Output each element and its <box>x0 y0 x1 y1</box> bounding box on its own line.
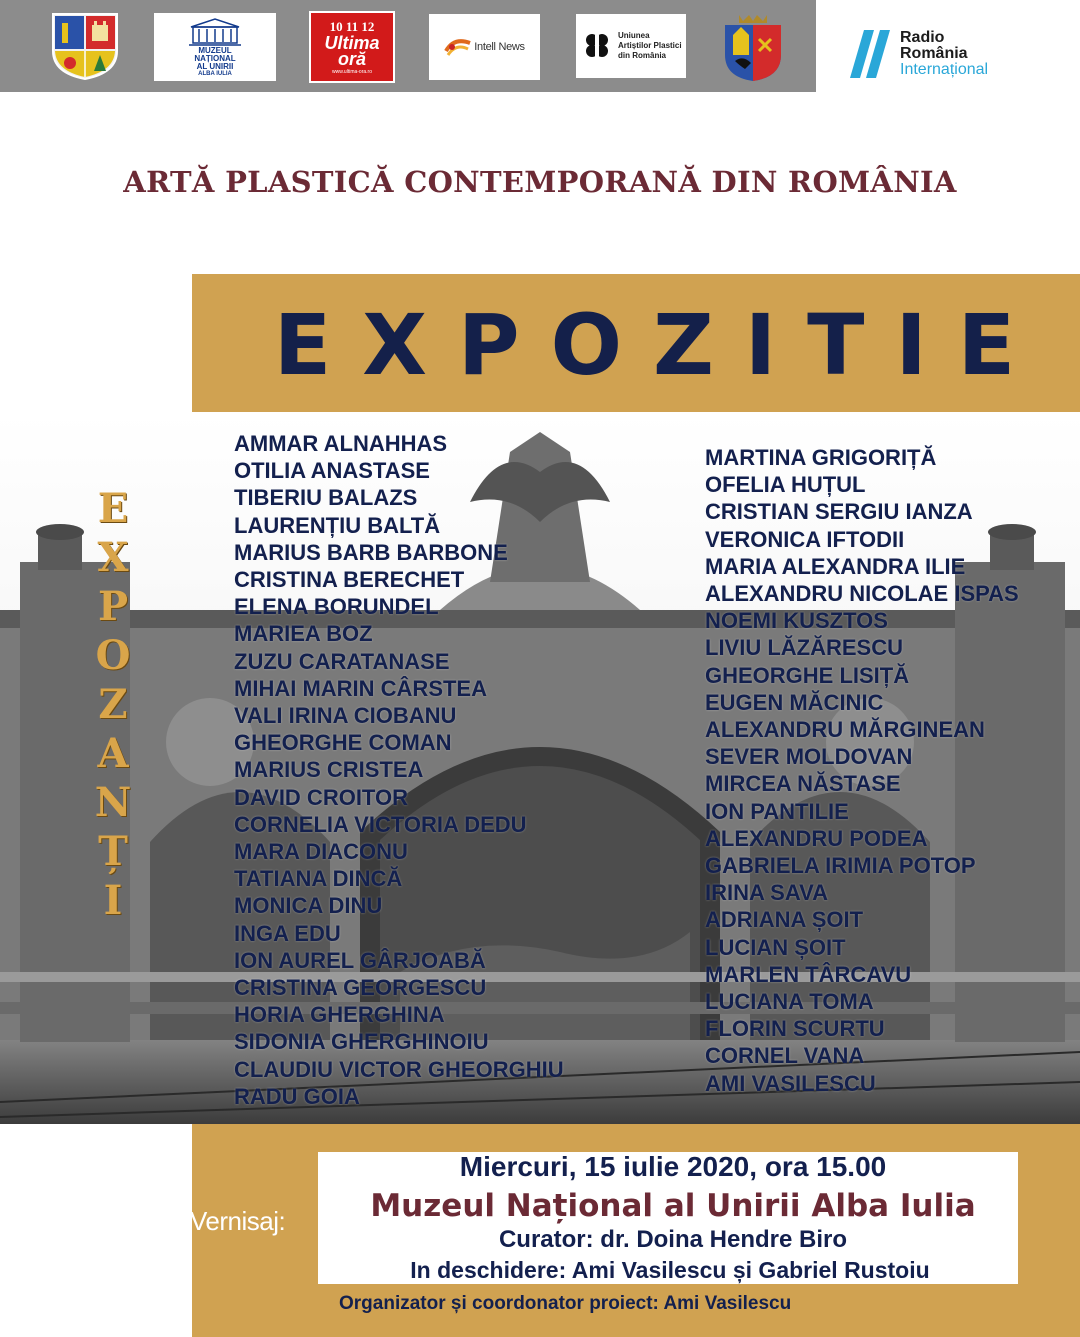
exhibitor-name: ION AUREL GÂRJOABĂ <box>234 947 486 973</box>
sponsor-logo-band <box>0 0 816 92</box>
ultima-ora-clock: 10 11 12 <box>329 19 375 34</box>
exhibitor-name: MARLEN TÂRCAVU <box>705 961 912 987</box>
ultima-ora-word: Ultima <box>324 33 380 53</box>
exhibitor-name: OTILIA ANASTASE <box>234 458 430 484</box>
museum-building-icon <box>187 17 243 47</box>
exhibitor-name: IRINA SAVA <box>705 880 829 906</box>
exhibitor-name: OFELIA HUȚUL <box>705 472 866 498</box>
exhibitor-name: TIBERIU BALAZS <box>234 485 418 511</box>
exhibitor-name: AMMAR ALNAHHAS <box>234 431 448 456</box>
exhibitor-name: LUCIANA TOMA <box>705 989 874 1015</box>
exhibitor-name: LIVIU LĂZĂRESCU <box>705 635 903 661</box>
exhibitor-name: MIRCEA NĂSTASE <box>705 771 901 797</box>
exhibitor-name: NOEMI KUSZTOS <box>705 608 888 634</box>
exhibitor-name: SEVER MOLDOVAN <box>705 744 913 770</box>
exhibitor-name: VALI IRINA CIOBANU <box>234 703 457 729</box>
uap-logo-text: Uniunea Artiștilor Plastici din România <box>618 31 682 60</box>
exhibitor-name: TATIANA DINCĂ <box>234 866 403 892</box>
banner-title: EXPOZITIE <box>273 296 1047 394</box>
exhibitor-name: LAURENȚIU BALTĂ <box>234 512 441 538</box>
vernisaj-label: Vernisaj: <box>190 1206 286 1236</box>
exhibitor-name: CRISTINA BERECHET <box>234 567 465 593</box>
exhibitor-name: ION PANTILIE <box>705 798 849 824</box>
event-organizer: Organizator și coordonator proiect: Ami Vasilescu <box>339 1293 792 1314</box>
exhibitor-name: GHEORGHE LISIȚĂ <box>705 662 910 688</box>
exhibitor-name: CLAUDIU VICTOR GHEORGHIU <box>234 1056 564 1082</box>
poster-headline: ARTĂ PLASTICĂ CONTEMPORANĂ DIN ROMÂNIA <box>123 165 957 199</box>
exhibitor-name: MARIUS BARB BARBONE <box>234 539 508 565</box>
event-opening: In deschidere: Ami Vasilescu și Gabriel Rustoiu <box>410 1257 930 1283</box>
intellnews-swoosh-icon <box>444 37 472 57</box>
exhibitor-name: ELENA BORUNDEL <box>234 594 439 620</box>
exhibitor-name: DAVID CROITOR <box>234 784 408 810</box>
ultima-ora-logo <box>309 11 395 83</box>
exhibitor-name: GHEORGHE COMAN <box>234 730 452 756</box>
exhibitor-name: MARA DIACONU <box>234 839 408 865</box>
exhibitor-name: ALEXANDRU NICOLAE ISPAS <box>705 581 1019 607</box>
exhibitor-name: LUCIAN ȘOIT <box>705 934 846 960</box>
exhibitor-name: MARIUS CRISTEA <box>234 757 424 783</box>
exhibitor-name: ZUZU CARATANASE <box>234 648 450 674</box>
exhibitor-name: CRISTINA GEORGESCU <box>234 975 487 1001</box>
exhibitor-name: FLORIN SCURTU <box>705 1016 885 1042</box>
uap-clover-icon <box>582 31 612 61</box>
exhibitor-name: ALEXANDRU MĂRGINEAN <box>705 717 985 743</box>
ultima-ora-url: www.ultima-ora.ro <box>331 69 372 75</box>
exhibitors-list-left <box>234 430 564 1110</box>
exhibitor-name: VERONICA IFTODII <box>705 526 905 552</box>
exhibitor-name: SIDONIA GHERGHINOIU <box>234 1029 489 1055</box>
exhibitor-name: GABRIELA IRIMIA POTOP <box>705 853 976 879</box>
uap-logo <box>576 14 686 78</box>
exhibitors-list-right <box>705 444 1019 1097</box>
muzeu-logo-city: ALBA IULIA <box>198 71 232 77</box>
exhibitor-name: ALEXANDRU PODEA <box>705 825 928 851</box>
exhibitor-name: CORNELIA VICTORIA DEDU <box>234 811 527 837</box>
exhibitor-name: HORIA GHERGHINA <box>234 1002 445 1028</box>
intellnews-label: Intell News <box>474 41 525 53</box>
muzeul-national-logo <box>154 13 276 81</box>
exhibitor-name: MARIEA BOZ <box>234 621 373 647</box>
exhibitor-name: CRISTIAN SERGIU IANZA <box>705 499 973 525</box>
exhibitor-name: ADRIANA ȘOIT <box>705 907 864 933</box>
exhibitor-name: EUGEN MĂCINIC <box>705 689 884 715</box>
ultima-ora-word-2: oră <box>337 49 366 69</box>
exhibitor-name: MARIA ALEXANDRA ILIE <box>705 553 966 579</box>
muzeu-logo-text: MUZEUL NAȚIONAL AL UNIRII <box>194 46 236 71</box>
rri-stripes-icon <box>846 28 894 80</box>
event-date: Miercuri, 15 iulie 2020, ora 15.00 <box>459 1151 887 1182</box>
exhibitor-name: MIHAI MARIN CÂRSTEA <box>234 675 487 701</box>
rri-logo-text: Radio România Internațional <box>900 29 989 78</box>
event-venue: Muzeul Național al Unirii Alba Iulia <box>370 1188 976 1224</box>
exhibitor-name: RADU GOIA <box>234 1083 360 1109</box>
exhibitor-name: INGA EDU <box>234 920 341 946</box>
radio-romania-international-logo <box>846 24 1016 84</box>
exhibitor-name: MARTINA GRIGORIȚĂ <box>705 445 937 470</box>
intellnews-logo <box>429 14 540 80</box>
alba-county-crest-icon <box>50 11 120 81</box>
exhibitor-name: CORNEL VANA <box>705 1043 865 1069</box>
exhibitor-name: AMI VASILESCU <box>705 1070 876 1096</box>
alba-iulia-city-crest-icon <box>721 11 785 83</box>
exhibitor-name: MONICA DINU <box>234 893 383 919</box>
vertical-exhibitors-label: E X P O Z A N Ț I <box>94 485 132 924</box>
event-curator: Curator: dr. Doina Hendre Biro <box>498 1226 848 1253</box>
